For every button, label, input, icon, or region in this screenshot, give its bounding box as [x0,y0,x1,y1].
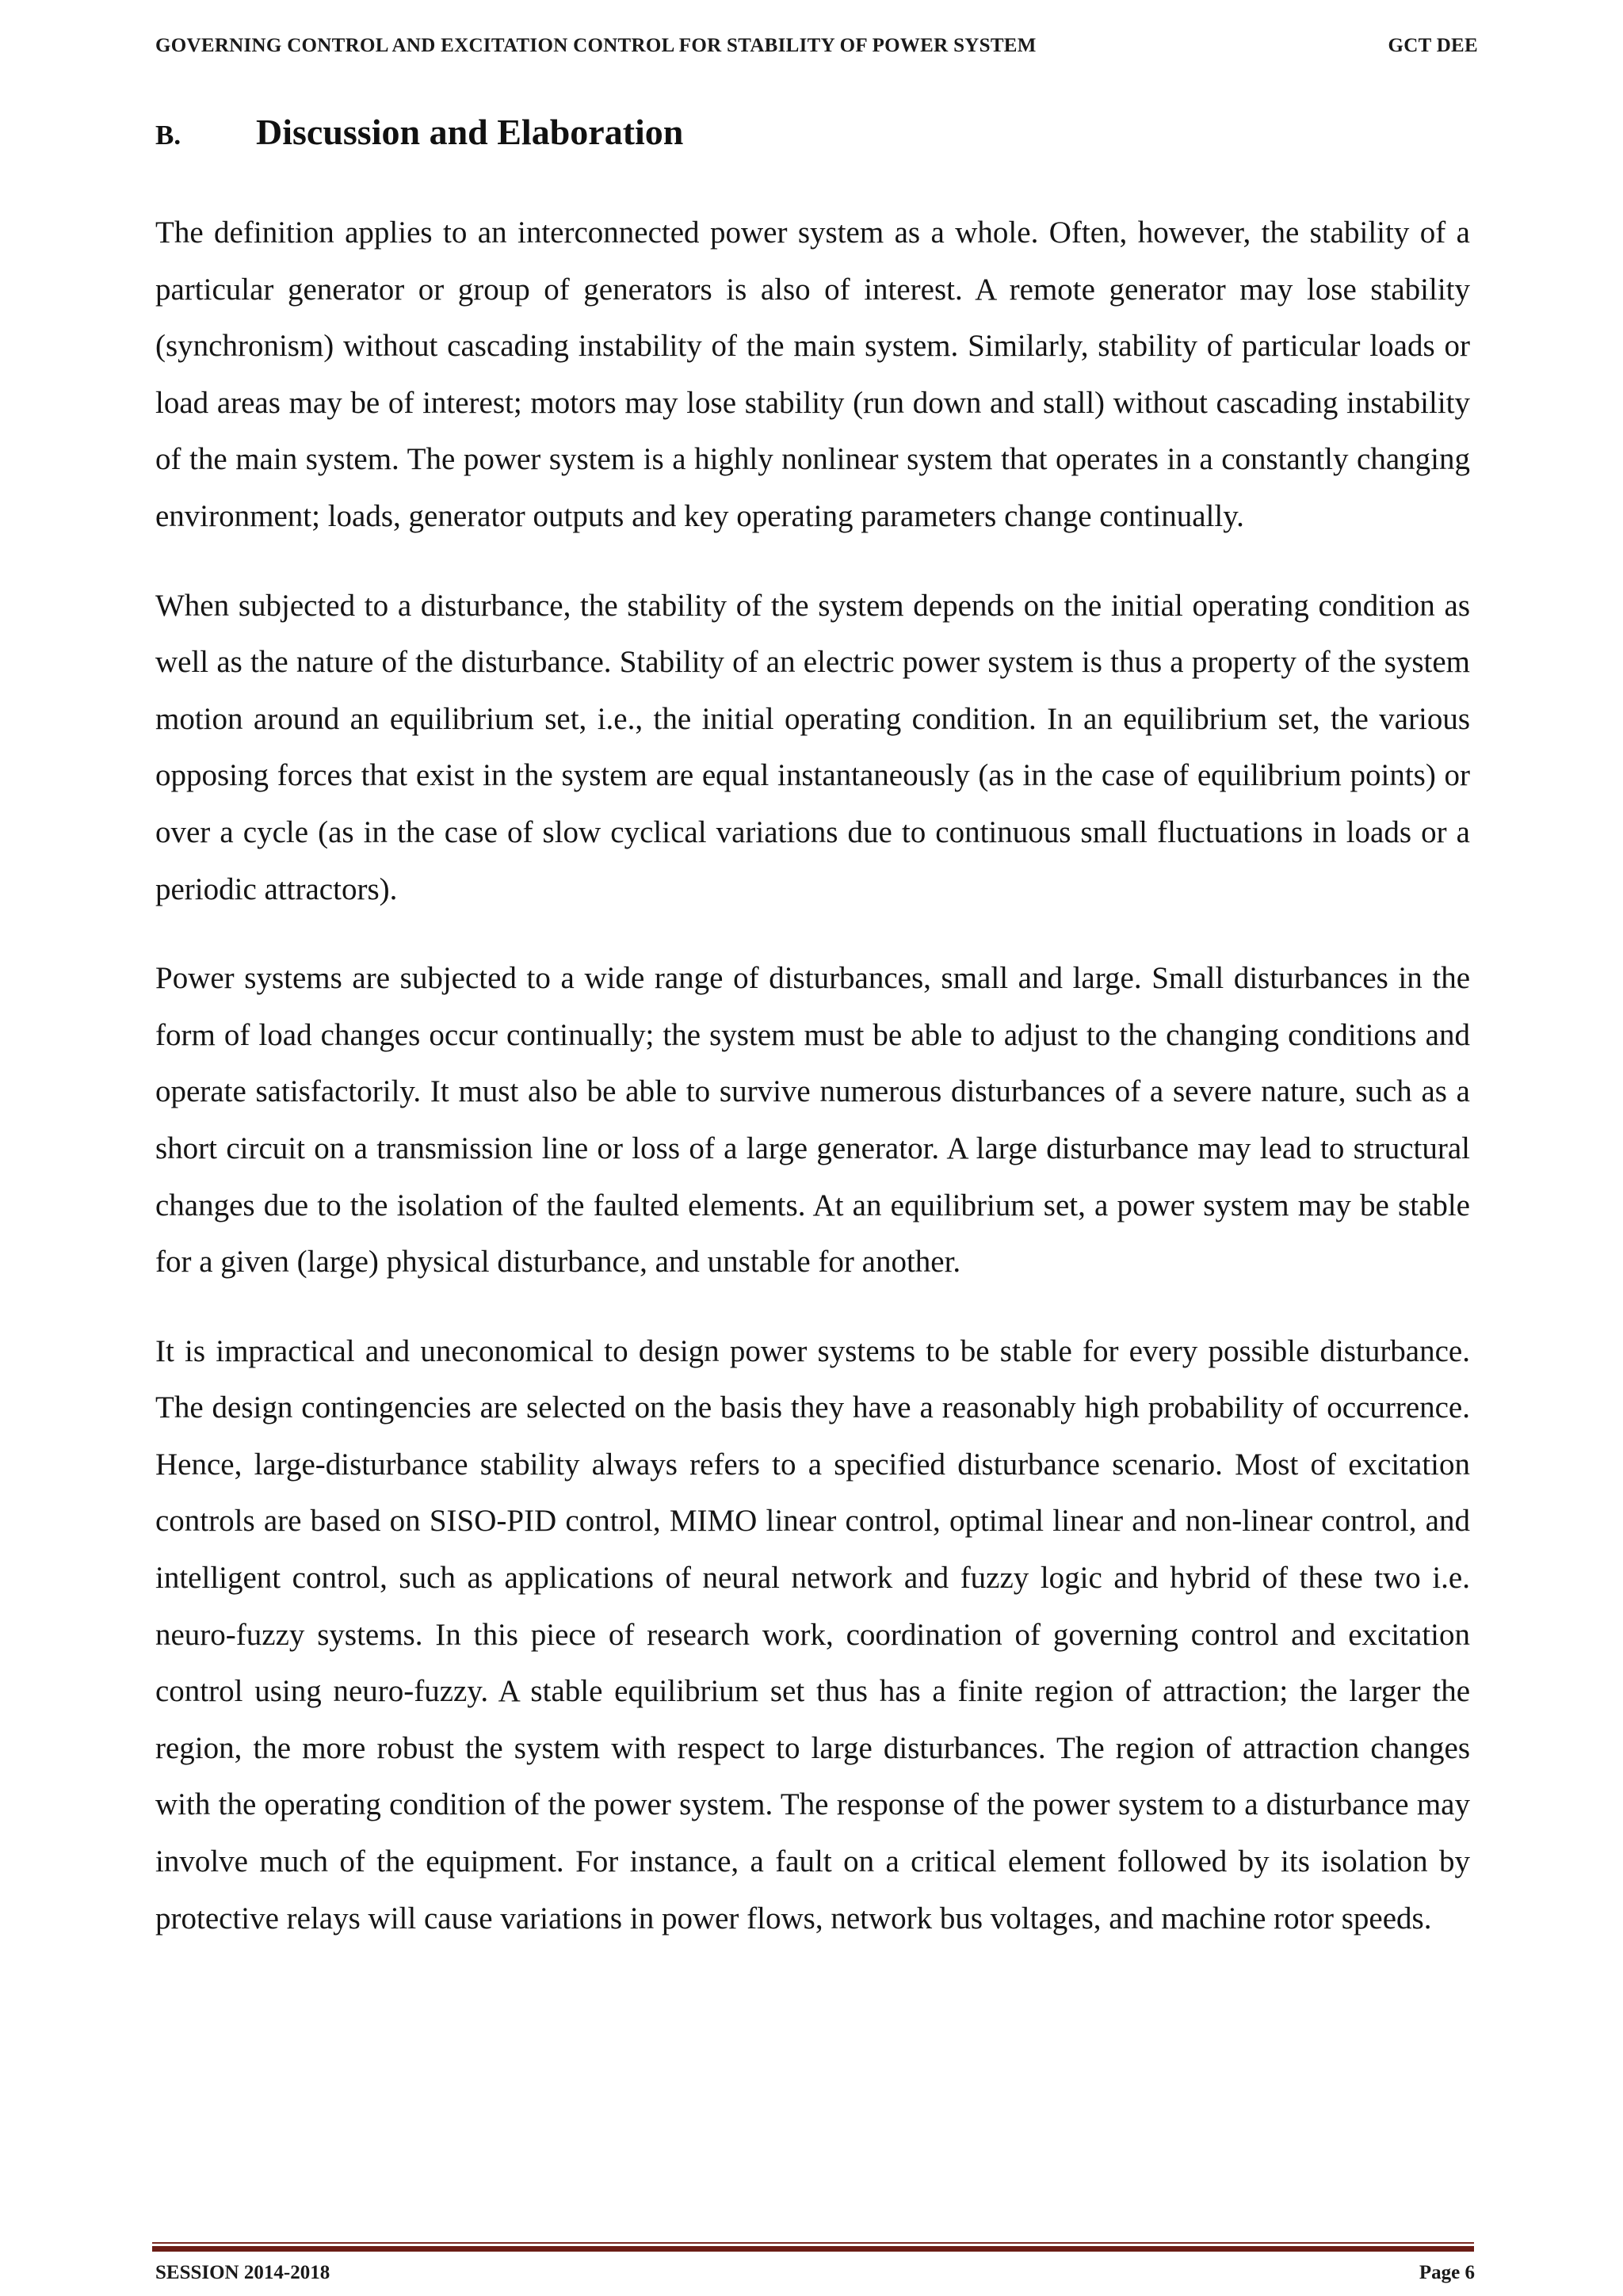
footer-session: SESSION 2014-2018 [155,2262,330,2283]
header-title: GOVERNING CONTROL AND EXCITATION CONTROL FOR STABILITY OF POWER SYSTEM [155,35,1037,56]
footer-divider-thick-line [152,2246,1474,2252]
header-department: GCT DEE [1388,35,1478,56]
paragraph-3: Power systems are subjected to a wide range of disturbances, small and large. Small disturbances in the form of load changes occur continually; the system must be able to adjust to the changing conditions and operate satisfactorily. It must also be able to survive numerous disturbances of a severe nature, such as a short circuit on a transmission line or loss of a large generator. A large disturbance may lead to structural changes due to the isolation of the faulted elements. At an equilibrium set, a power system may be stable for a given (large) physical disturbance, and unstable for another. [155,961,1470,1280]
section-letter: B. [155,120,181,151]
section-heading [155,111,683,153]
paragraph-2: When subjected to a disturbance, the stability of the system depends on the initial operating condition as well as the nature of the disturbance. Stability of an electric power system is thus a property of the system motion around an equilibrium set, i.e., the initial operating condition. In an equilibrium set, the various opposing forces that exist in the system are equal instantaneously (as in the case of equilibrium points) or over a cycle (as in the case of slow cyclical variations due to continuous small fluctuations in loads or a periodic attractors). [155,588,1470,906]
footer-page-number: Page 6 [1419,2262,1475,2283]
body-text [155,204,1470,1979]
paragraph-1: The definition applies to an interconnected power system as a whole. Often, however, the stability of a particular generator or group of generators is also of interest. A remote generator may lose stability (synchronism) without cascading instability of the main system. Similarly, stability of particular loads or load areas may be of interest; motors may lose stability (run down and stall) without cascading instability of the main system. The power system is a highly nonlinear system that operates in a constantly changing environment; loads, generator outputs and key operating parameters change continually. [155,215,1470,533]
page-footer [155,2259,1475,2287]
section-title: Discussion and Elaboration [256,112,684,152]
paragraph-4: It is impractical and uneconomical to design power systems to be stable for every possible disturbance. The design contingencies are selected on the basis they have a reasonably high probability of occurrence. Hence, large-disturbance stability always refers to a specified disturbance scenario. Most of excitation controls are based on SISO-PID control, MIMO linear control, optimal linear and non-linear control, and intelligent control, such as applications of neural network and fuzzy logic and hybrid of these two i.e. neuro-fuzzy systems. In this piece of research work, coordination of governing control and excitation control using neuro-fuzzy. A stable equilibrium set thus has a finite region of attraction; the larger the region, the more robust the system with respect to large disturbances. The region of attraction changes with the operating condition of the power system. The response of the power system to a disturbance may involve much of the equipment. For instance, a fault on a critical element followed by its isolation by protective relays will cause variations in power flows, network bus voltages, and machine rotor speeds. [155,1333,1470,1936]
footer-divider [152,2242,1474,2252]
page-header [155,30,1478,62]
